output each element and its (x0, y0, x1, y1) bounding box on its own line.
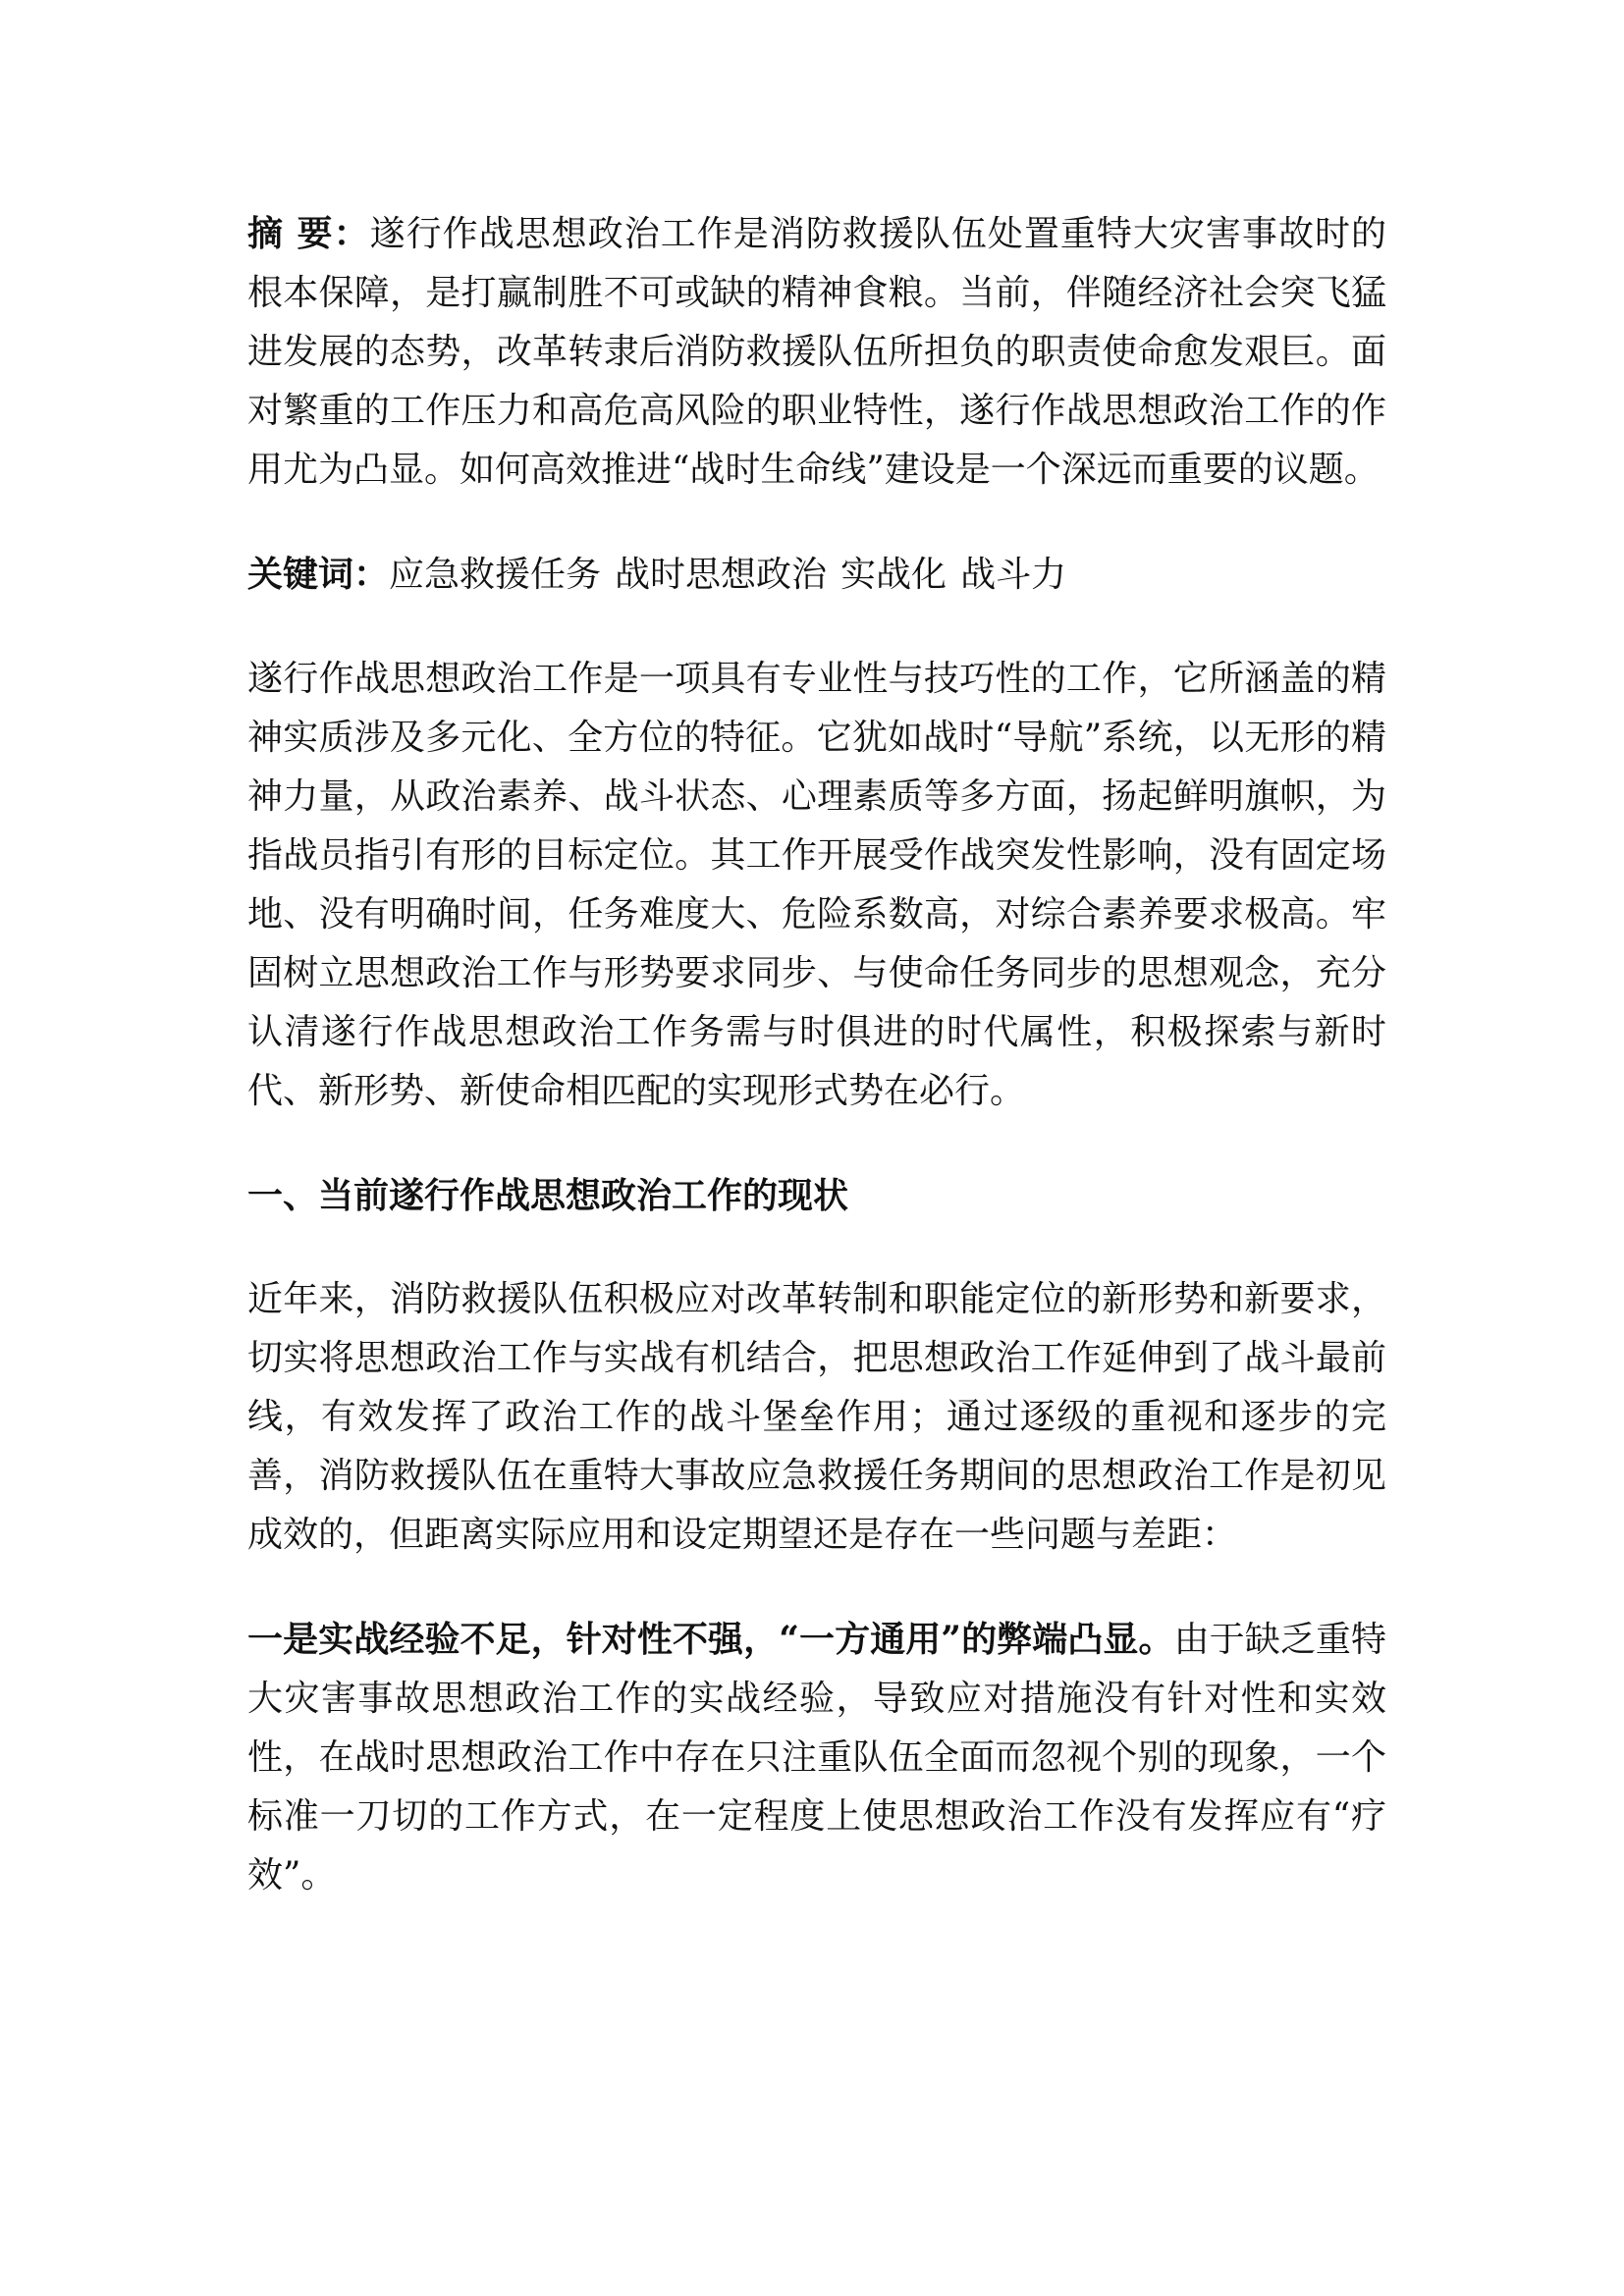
abstract-label: 摘 要： (247, 213, 370, 254)
keyword-item: 实战化 (840, 555, 947, 595)
keyword-item: 应急救援任务 (389, 555, 602, 595)
keywords-paragraph (247, 545, 1386, 605)
keywords-label: 关键词： (247, 554, 390, 595)
abstract-text: 遂行作战思想政治工作是消防救援队伍处置重特大灾害事故时的根本保障，是打赢制胜不可或缺的精神食粮。当前，伴随经济社会突飞猛进发展的态势，改革转隶后消防救援队伍所担负的职责使命愈发艰巨。面对繁重的工作压力和高危高风险的职业特性，遂行作战思想政治工作的作用尤为凸显。如何高效推进“战时生命线”建设是一个深远而重要的议题。 (247, 214, 1386, 490)
intro-paragraph: 遂行作战思想政治工作是一项具有专业性与技巧性的工作，它所涵盖的精神实质涉及多元化、全方位的特征。它犹如战时“导航”系统，以无形的精神力量，从政治素养、战斗状态、心理素质等多方面，扬起鲜明旗帜，为指战员指引有形的目标定位。其工作开展受作战突发性影响，没有固定场地、没有明确时间，任务难度大、危险系数高，对综合素养要求极高。牢固树立思想政治工作与形势要求同步、与使命任务同步的思想观念，充分认清遂行作战思想政治工作务需与时俱进的时代属性，积极探索与新时代、新形势、新使命相匹配的实现形式势在必行。 (247, 659, 1386, 1111)
point-one-paragraph (247, 1610, 1386, 1905)
section-heading: 一、当前遂行作战思想政治工作的现状 (247, 1175, 849, 1216)
section-paragraph: 近年来，消防救援队伍积极应对改革转制和职能定位的新形势和新要求，切实将思想政治工作与实战有机结合，把思想政治工作延伸到了战斗最前线，有效发挥了政治工作的战斗堡垒作用；通过逐级的重视和逐步的完善，消防救援队伍在重特大事故应急救援任务期间的思想政治工作是初见成效的，但距离实际应用和设定期望还是存在一些问题与差距： (247, 1279, 1386, 1555)
keyword-item: 战时思想政治 (615, 555, 828, 595)
abstract-paragraph (247, 204, 1386, 500)
document-body (247, 204, 1386, 1905)
keyword-item: 战斗力 (960, 555, 1067, 595)
keywords-list (389, 555, 1066, 595)
point-one-text: 由于缺乏重特大灾害事故思想政治工作的实战经验，导致应对措施没有针对性和实效性，在战时思想政治工作中存在只注重队伍全面而忽视个别的现象，一个标准一刀切的工作方式，在一定程度上使思想政治工作没有发挥应有“疗效”。 (247, 1620, 1386, 1896)
point-one-lead: 一是实战经验不足，针对性不强，“一方通用”的弊端凸显。 (247, 1619, 1174, 1660)
